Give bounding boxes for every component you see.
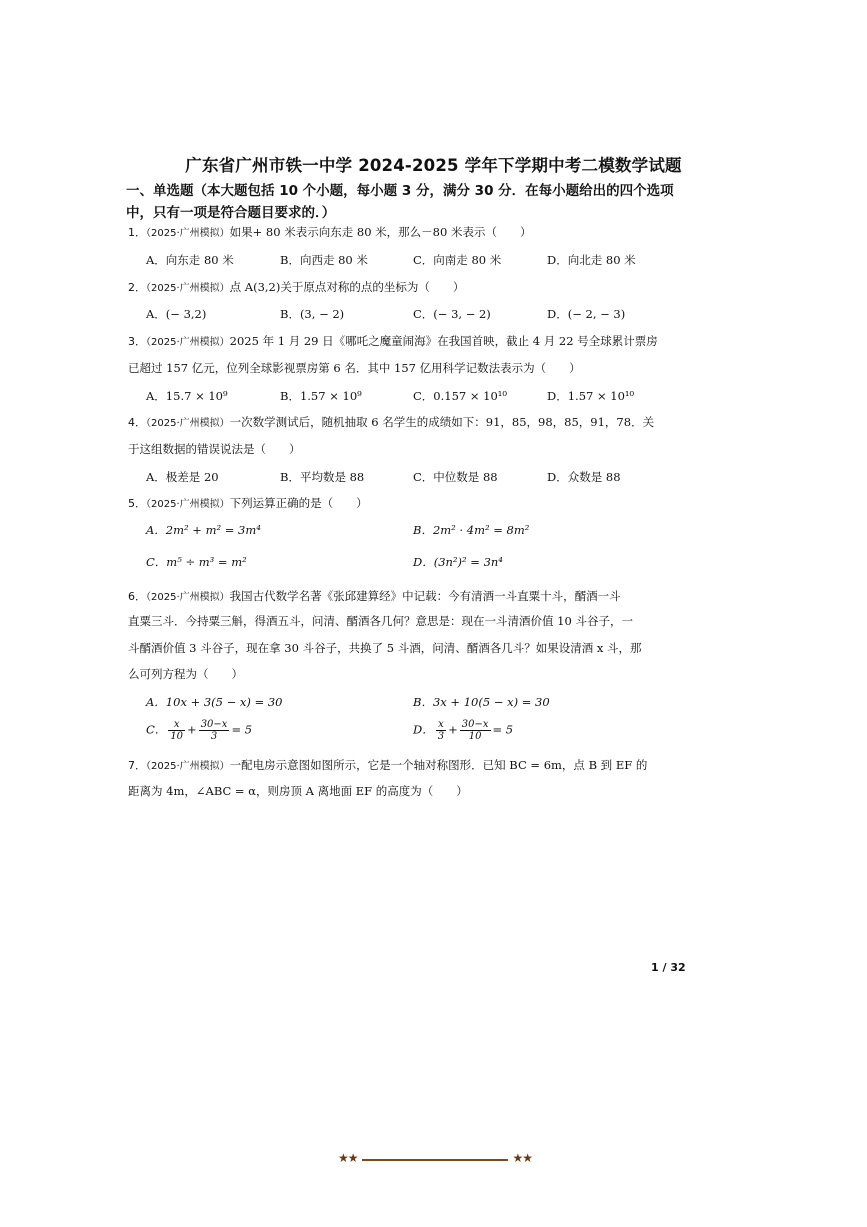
fraction-numerator: 30−x — [461, 719, 489, 730]
option-c: C．m⁵ ÷ m³ = m² — [146, 555, 247, 569]
option-c: C．向南走 80 米 — [413, 253, 502, 267]
equals: = 5 — [231, 722, 253, 737]
question-5 — [128, 495, 368, 511]
option-d — [413, 719, 513, 742]
option-c: C．中位数是 88 — [413, 470, 498, 484]
question-text-continued: 直粟三斗．今持粟三斛，得酒五斗，问清、醑酒各几何？意思是：现在一斗清酒价值 10 斗谷子，一 — [128, 614, 633, 628]
question-text: 2025 年 1 月 29 日《哪吒之魔童闹海》在我国首映，截止 4 月 22 号全球累计票房 — [229, 334, 658, 348]
page-title: 广东省广州市铁一中学 2024-2025 学年下学期中考二模数学试题 — [185, 156, 682, 175]
question-number: 7． — [128, 759, 146, 772]
question-text-continued: 距离为 4m，∠ABC = α，则房顶 A 离地面 EF 的高度为（ ） — [128, 784, 468, 798]
question-7 — [128, 757, 647, 773]
option-a: A．15.7 × 10⁹ — [146, 389, 228, 403]
question-text: 如果+ 80 米表示向东走 80 米，那么－80 米表示（ ） — [229, 225, 532, 239]
option-b: B．向西走 80 米 — [280, 253, 368, 267]
question-text: 一次数学测试后，随机抽取 6 名学生的成绩如下：91，85，98，85，91，78．关 — [229, 415, 655, 429]
fraction — [199, 719, 230, 742]
question-source: （2025·广州模拟） — [146, 228, 230, 239]
question-4 — [128, 414, 654, 430]
fraction-denominator: 3 — [437, 731, 445, 742]
question-source: （2025·广州模拟） — [146, 592, 230, 603]
question-text: 一配电房示意图如图所示，它是一个轴对称图形．已知 BC = 6m，点 B 到 EF 的 — [229, 758, 648, 772]
fraction-denominator: 10 — [468, 731, 482, 742]
option-d: D．(− 2, − 3) — [547, 307, 626, 321]
plus-sign: + — [448, 722, 458, 737]
fraction-denominator: 3 — [210, 731, 218, 742]
question-number: 6． — [128, 590, 146, 603]
option-c: C．(− 3, − 2) — [413, 307, 491, 321]
page-number: 1 / 32 — [651, 961, 686, 974]
question-text: 下列运算正确的是（ ） — [229, 496, 368, 510]
option-d: D．众数是 88 — [547, 470, 621, 484]
question-1 — [128, 224, 531, 240]
option-d: D．向北走 80 米 — [547, 253, 636, 267]
star-icon: ★★ — [338, 1151, 358, 1165]
question-source: （2025·广州模拟） — [146, 337, 230, 348]
fraction-denominator: 10 — [170, 731, 184, 742]
question-source: （2025·广州模拟） — [146, 283, 230, 294]
question-3 — [128, 333, 658, 349]
footer-ornament — [338, 1151, 532, 1169]
question-number: 5． — [128, 497, 146, 510]
option-b: B．平均数是 88 — [280, 470, 365, 484]
option-a: A．10x + 3(5 − x) = 30 — [146, 695, 283, 709]
question-source: （2025·广州模拟） — [146, 761, 230, 772]
option-c: C．0.157 × 10¹⁰ — [413, 389, 508, 403]
question-number: 2． — [128, 281, 146, 294]
question-2 — [128, 279, 464, 295]
option-label: C． — [146, 722, 167, 737]
option-d: D．1.57 × 10¹⁰ — [547, 389, 635, 403]
option-a: A．2m² + m² = 3m⁴ — [146, 523, 261, 537]
option-a: A．(− 3,2) — [146, 307, 207, 321]
question-text-continued: 斗醑酒价值 3 斗谷子，现在拿 30 斗谷子，共换了 5 斗酒，问清、醑酒各几斗？如果设清酒 x 斗，那 — [128, 641, 642, 655]
question-text: 我国古代数学名著《张邱建算经》中记载：今有清酒一斗直粟十斗，醑酒一斗 — [229, 589, 621, 603]
fraction — [460, 719, 491, 742]
star-icon: ★★ — [512, 1151, 532, 1165]
question-text-continued: 么可列方程为（ ） — [128, 667, 243, 681]
option-b: B．3x + 10(5 − x) = 30 — [413, 695, 550, 709]
option-a: A．向东走 80 米 — [146, 253, 234, 267]
option-b: B．(3, − 2) — [280, 307, 345, 321]
fraction — [168, 719, 185, 742]
question-source: （2025·广州模拟） — [146, 499, 230, 510]
option-a: A．极差是 20 — [146, 470, 219, 484]
option-b: B．1.57 × 10⁹ — [280, 389, 362, 403]
section-heading: 一、单选题（本大题包括 10 个小题，每小题 3 分，满分 30 分．在每小题给出的四个选项中，只有一项是符合题目要求的．） — [126, 183, 674, 221]
question-source: （2025·广州模拟） — [146, 418, 230, 429]
fraction-numerator: 30−x — [200, 719, 228, 730]
question-number: 1． — [128, 226, 146, 239]
equals: = 5 — [492, 722, 514, 737]
question-text-continued: 于这组数据的错误说法是（ ） — [128, 442, 301, 456]
fraction-numerator: x — [436, 719, 446, 731]
fraction-numerator: x — [168, 719, 185, 731]
question-number: 4． — [128, 416, 146, 429]
plus-sign: + — [187, 722, 197, 737]
fraction — [436, 719, 446, 742]
question-text: 点 A(3,2)关于原点对称的点的坐标为（ ） — [229, 280, 465, 294]
option-d: D．(3n²)² = 3n⁴ — [413, 555, 503, 569]
option-b: B．2m² · 4m² = 8m² — [413, 523, 530, 537]
question-number: 3． — [128, 335, 146, 348]
question-6 — [128, 588, 621, 604]
option-c — [146, 719, 252, 742]
question-text-continued: 已超过 157 亿元，位列全球影视票房第 6 名．其中 157 亿用科学记数法表示为（ ） — [128, 361, 581, 375]
footer-rule — [362, 1159, 508, 1161]
option-label: D． — [413, 722, 434, 737]
